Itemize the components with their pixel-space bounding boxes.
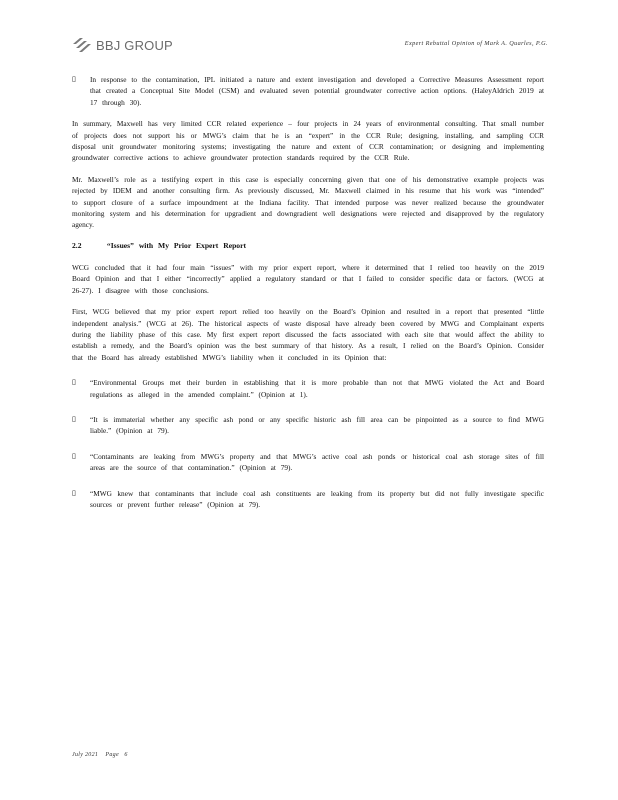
company-logo — [72, 34, 173, 56]
footer-page-label: Page — [105, 752, 119, 758]
bullet-marker: ▯ — [72, 488, 76, 497]
document-body — [72, 74, 544, 524]
list-item — [72, 377, 544, 400]
bullet-text: In response to the contamination, IPL initiated a nature and extent investigation and developed a Corrective Measures Assessment report that created a Conceptual Site Model (CSM) and evaluated seven potential groundwater corrective action options. (HaleyAldrich 2019 at 17 through 30). — [90, 75, 544, 107]
summary-paragraph: In summary, Maxwell has very limited CCR related experience – four projects in 24 years of environmental consulting. That small number of projects does not support his or MWG’s claim that he is an “expert” in the CCR Rule; designing, installing, and sampling CCR disposal unit groundwater monitoring systems; investigating the nature and extent of CCR contamination; or designing and implementing groundwater corrective actions to achieve groundwater protection standards required by the CCR Rule. — [72, 119, 544, 163]
section-number: 2.2 — [72, 240, 82, 250]
footer-date: July 2021 — [72, 752, 99, 758]
quote-list — [72, 377, 544, 510]
quote-text: “Environmental Groups met their burden in establishing that it is more probable than not that MWG violated the Act and Board regulations as alleged in the amended complaint.” (Opinion at 1). — [90, 378, 544, 399]
quote-text: “Contaminants are leaking from MWG’s property and that MWG’s active coal ash ponds or historical coal ash storage sites of fill areas are the source of that contamination.” (Opinion at 79). — [90, 451, 544, 473]
bullet-marker: ▯ — [72, 75, 76, 83]
list-item — [72, 74, 544, 108]
bullet-marker: ▯ — [72, 451, 76, 460]
maxwell-role-paragraph: Mr. Maxwell’s role as a testifying expert in this case is especially concerning given that one of his demonstrative example projects was rejected by IDEM and another consulting firm. As previously discussed, Mr. Maxwell claimed in his resume that his work was “intended” to support closure of a surface impoundment at the Indiana facility. That intended purpose was never realized because the groundwater monitoring system and his determination for upgradient and downgradient well designations were rejected and disapproved by the regulatory agency. — [72, 174, 544, 230]
list-item — [72, 451, 544, 474]
quote-text: “MWG knew that contaminants that include coal ash constituents are leaking from its property but did not fully investigate specific sources or prevent further release” (Opinion at 79). — [90, 488, 544, 509]
list-item — [72, 488, 544, 511]
section-paragraph: First, WCG believed that my prior expert report relied too heavily on the Board’s Opinion and resulted in a report that presented “little independent analysis.” (WCG at 26). The historical aspects of waste disposal have already been covered by MWG and Complainant experts during the liability phase of this case. My first expert report discussed the facts associated with each site that would affect the ability to establish a remedy, and the Board’s opinion was the best summary of that history. As a result, I relied on the Board’s Opinion. Consider that the Board has already established MWG’s liability when it concluded in its Opinion that: — [72, 307, 544, 362]
page-footer — [72, 752, 128, 758]
section-paragraph: WCG concluded that it had four main “issues” with my prior expert report, where it determined that I relied too heavily on the 2019 Board Opinion and that I either “incorrectly” applied a regulatory standard or that I failed to consider specific data or factors. (WCG at 26-27). I disagree with those conclusions. — [72, 262, 544, 295]
footer-page-number: 6 — [124, 752, 128, 758]
section-heading — [72, 241, 544, 250]
section-title: “Issues” with My Prior Expert Report — [106, 240, 246, 250]
bbj-logo-icon — [72, 37, 92, 53]
bullet-marker: ▯ — [72, 378, 76, 387]
header-title: Expert Rebuttal Opinion of Mark A. Quarles, P.G. — [404, 40, 548, 47]
page-header — [72, 34, 548, 56]
logo-text: BBJ GROUP — [96, 37, 173, 53]
quote-text: “It is immaterial whether any specific ash pond or any specific historic ash fill area can be pinpointed as a source to find MWG liable.” (Opinion at 79). — [90, 414, 544, 436]
list-item — [72, 414, 544, 437]
bullet-marker: ▯ — [72, 414, 76, 423]
